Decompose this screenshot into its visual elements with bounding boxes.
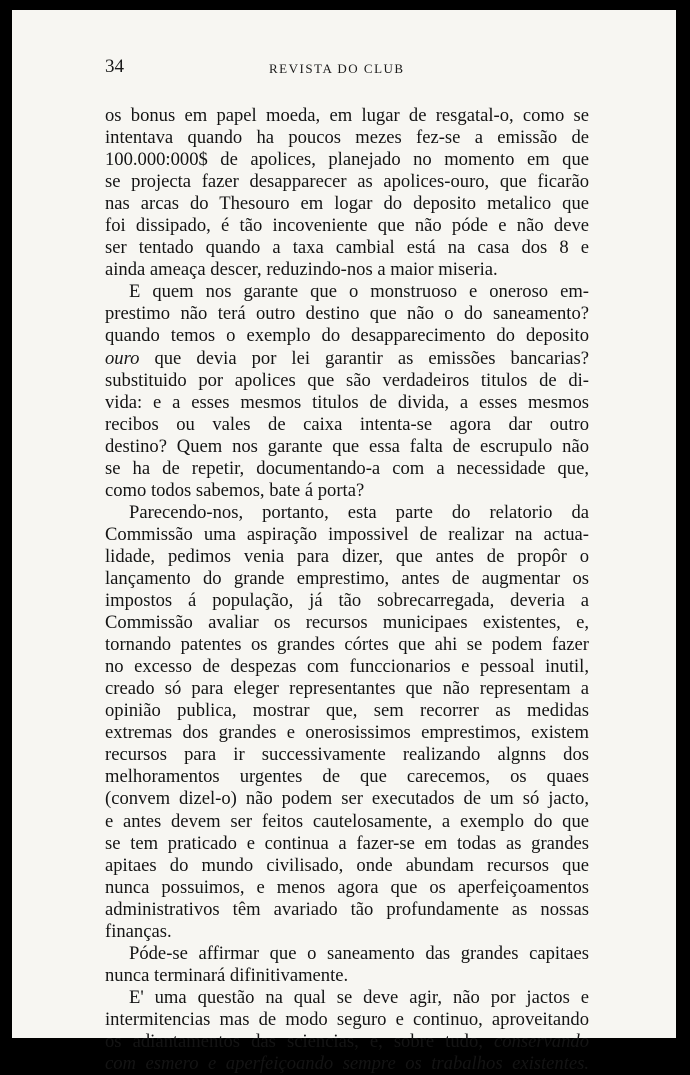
text-line: finanças. [105,920,172,942]
text-line: quando temos o exemplo do desapparecimento do deposito [105,325,589,347]
text-line: tornando patentes os grandes córtes que ahi se podem fazer [105,634,589,656]
text-line: nunca terminará difinitivamente. [105,964,349,986]
text-line: se ha de repetir, documentando-a com a necessidade que, [105,457,589,479]
text-line: os bonus em papel moeda, em lugar de resgatal-o, como se [105,105,589,126]
text-line: lidade, pedimos venia para dizer, que antes de propôr o [105,545,589,567]
text-line: ainda ameaça descer, reduzindo-nos a maior miseria. [105,259,498,281]
text-line: substituido por apolices que são verdadeiros titulos de di- [105,369,589,391]
text-line: Commissão uma aspiração impossivel de realizar na actua- [105,523,589,545]
text-line: 100.000:000$ de apolices, planejado no momento em que [105,149,589,171]
text-line: com esmero e aperfeiçoando sempre os trabalhos existentes. [105,1053,589,1075]
text-line: os adiantamentos das sciencias, e, sobre tudo, conservando [105,1030,589,1052]
text-line: melhoramentos urgentes de que carecemos, os quaes [105,766,589,788]
text-line: creado só para eleger representantes que não representam a [105,678,589,700]
text-line: intermitencias mas de modo seguro e continuo, aproveitando [105,1008,589,1030]
running-title: REVISTA DO CLUB [269,61,405,76]
text-line: no excesso de despezas com funccionarios e pessoal inutil, [105,656,589,678]
text-line: vida: e a esses mesmos titulos de divida, a esses mesmos [105,391,589,413]
text-line: ser tentado quando a taxa cambial está na casa dos 8 e [105,237,589,259]
text-line: nunca possuimos, e menos agora que os aperfeiçoamentos [105,876,589,898]
text-line: e antes devem ser feitos cautelosamente, a exemplo do que [105,810,589,832]
text-line: extremas dos grandes e onerosissimos emprestimos, existem [105,722,589,744]
text-line: intentava quando ha poucos mezes fez-se a emissão de [105,127,589,149]
text-line: E quem nos garante que o monstruoso e oneroso em- [129,281,589,303]
body-text [105,105,589,1075]
text-line: Commissão avaliar os recursos municipaes existentes, e, [105,612,589,634]
page-number: 34 [105,56,124,77]
text-line: opinião publica, mostrar que, sem recorrer as medidas [105,700,589,722]
text-line: se tem praticado e continua a fazer-se em todas as grandes [105,832,589,854]
text-line: recursos para ir successivamente realizando algnns dos [105,744,589,766]
text-line: (convem dizel-o) não podem ser executados de um só jacto, [105,788,589,810]
text-line: prestimo não terá outro destino que não o do saneamento? [105,303,589,325]
text-line: foi dissipado, é tão incoveniente que não póde e não deve [105,215,589,237]
text-line: se projecta fazer desapparecer as apolices-ouro, que ficarão [105,171,589,193]
text-line: Parecendo-nos, portanto, esta parte do relatorio da [129,501,589,523]
text-line: Póde-se affirmar que o saneamento das grandes capitaes [129,942,589,964]
text-line: E' uma questão na qual se deve agir, não por jactos e [129,986,589,1008]
text-line: impostos á população, já tão sobrecarregada, deveria a [105,590,589,612]
text-line: como todos sabemos, bate á porta? [105,479,365,501]
text-line: nas arcas do Thesouro em logar do deposito metalico que [105,193,589,215]
text-line: lançamento do grande emprestimo, antes de augmentar os [105,567,589,589]
text-line: administrativos têm avariado tão profundamente as nossas [105,898,589,920]
text-line: recibos ou vales de caixa intenta-se agora dar outro [105,413,589,435]
page-header [105,56,593,86]
text-line: ouro que devia por lei garantir as emissões bancarias? [105,347,589,369]
text-line: destino? Quem nos garante que essa falta de escrupulo não [105,435,589,457]
text-line: apitaes do mundo civilisado, onde abundam recursos que [105,854,589,876]
book-page [12,10,676,1075]
